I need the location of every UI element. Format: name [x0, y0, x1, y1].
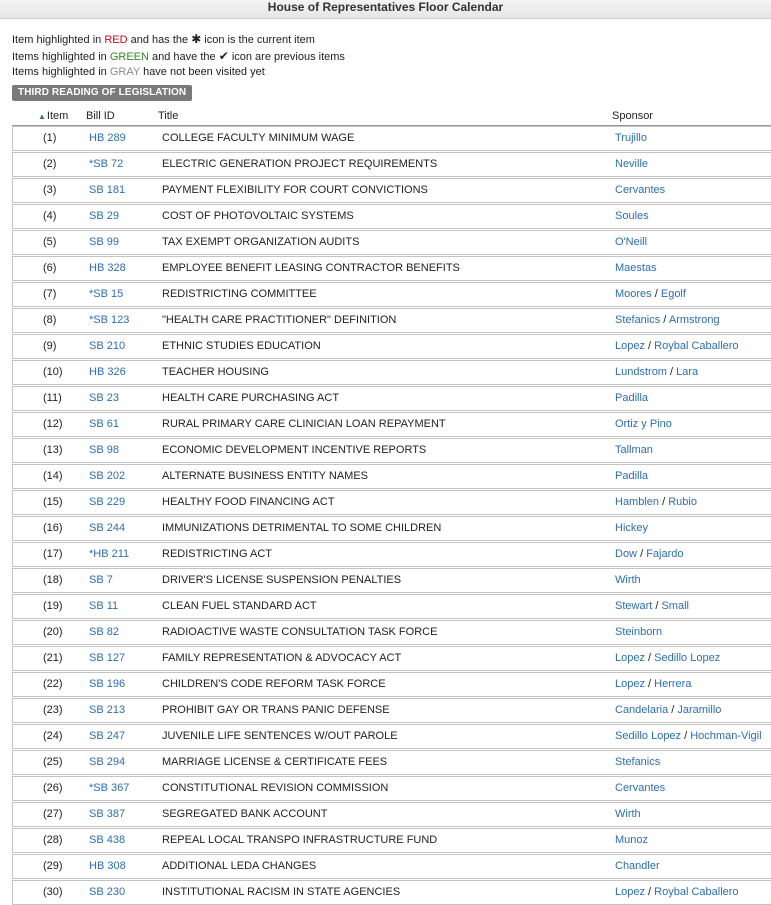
bill-title: INSTITUTIONAL RACISM IN STATE AGENCIES: [162, 886, 401, 898]
table-row[interactable]: [12, 854, 771, 879]
bill-id-link[interactable]: HB 308: [89, 860, 126, 872]
item-number: (13): [43, 444, 63, 456]
bill-title: HEALTHY FOOD FINANCING ACT: [162, 496, 335, 508]
item-number: (2): [43, 158, 57, 170]
sponsor-separator: /: [681, 730, 691, 742]
sponsor-link[interactable]: Wirth: [615, 574, 641, 586]
sponsor-link[interactable]: Steinborn: [615, 626, 663, 638]
bill-id-link[interactable]: SB 438: [89, 834, 126, 846]
sponsor-list: [615, 418, 672, 430]
bill-title: ALTERNATE BUSINESS ENTITY NAMES: [162, 470, 368, 482]
sponsor-list: [615, 834, 648, 846]
bill-id-link[interactable]: SB 229: [89, 496, 126, 508]
bill-id-link[interactable]: SB 244: [89, 522, 126, 534]
sponsor-link[interactable]: Jaramillo: [677, 704, 722, 716]
bill-title: FAMILY REPRESENTATION & ADVOCACY ACT: [162, 652, 402, 664]
table-row[interactable]: [12, 152, 771, 177]
bill-id-link[interactable]: SB 127: [89, 652, 126, 664]
bill-id-link[interactable]: SB 61: [89, 418, 119, 430]
bill-id-link[interactable]: SB 387: [89, 808, 126, 820]
sponsor-list: [615, 210, 649, 222]
sponsor-link[interactable]: Stewart: [615, 600, 653, 612]
bill-title: REDISTRICTING ACT: [162, 548, 273, 560]
column-header-title[interactable]: Title: [158, 110, 179, 122]
item-number: (6): [43, 262, 57, 274]
table-row[interactable]: [12, 438, 771, 463]
sponsor-link[interactable]: Fajardo: [646, 548, 684, 560]
sponsor-link[interactable]: Soules: [615, 210, 649, 222]
table-row[interactable]: [12, 412, 771, 437]
asterisk-icon: ✱: [191, 32, 202, 46]
item-number: (9): [43, 340, 57, 352]
sponsor-list: [615, 574, 641, 586]
bill-id-link[interactable]: SB 181: [89, 184, 126, 196]
sponsor-list: [615, 652, 720, 664]
bill-id-link[interactable]: SB 247: [89, 730, 126, 742]
sponsor-link[interactable]: Cervantes: [615, 184, 666, 196]
item-number: (26): [43, 782, 63, 794]
sponsor-link[interactable]: Stefanics: [615, 756, 661, 768]
sponsor-link[interactable]: Small: [661, 600, 689, 612]
sponsor-list: [615, 782, 665, 794]
sponsor-separator: /: [644, 340, 655, 352]
item-number: (30): [43, 886, 63, 898]
sponsor-link[interactable]: Padilla: [615, 470, 649, 482]
bill-title: TAX EXEMPT ORGANIZATION AUDITS: [162, 236, 360, 248]
table-row[interactable]: [12, 256, 771, 281]
bill-id-link[interactable]: SB 99: [89, 236, 119, 248]
item-number: (24): [43, 730, 63, 742]
bill-title: COST OF PHOTOVOLTAIC SYSTEMS: [162, 210, 354, 222]
bill-title: IMMUNIZATIONS DETRIMENTAL TO SOME CHILDREN: [162, 522, 442, 534]
table-row[interactable]: [12, 490, 771, 515]
item-number: (1): [43, 132, 57, 144]
sponsor-link[interactable]: Lopez: [615, 678, 645, 690]
legend-unvisited: Items highlighted in GRAY have not been visited yet: [12, 66, 265, 78]
bill-id-link[interactable]: HB 326: [89, 366, 126, 378]
sponsor-list: [615, 600, 689, 612]
sponsor-link[interactable]: Lopez: [615, 886, 645, 898]
sponsor-link[interactable]: Ortiz y Pino: [615, 418, 672, 430]
sponsor-list: [615, 704, 721, 716]
table-row[interactable]: [12, 568, 771, 593]
sponsor-link[interactable]: Dow: [615, 548, 638, 560]
sort-ascending-icon: ▲: [38, 112, 46, 121]
bill-id-link[interactable]: SB 23: [89, 392, 119, 404]
column-header-sponsor[interactable]: Sponsor: [612, 110, 653, 122]
sponsor-list: [615, 236, 647, 248]
sponsor-separator: /: [659, 496, 669, 508]
legend: [12, 32, 345, 81]
legend-previous: Items highlighted in GREEN and have the ✔ icon are previous items: [12, 48, 345, 63]
bill-title: ELECTRIC GENERATION PROJECT REQUIREMENTS: [162, 158, 438, 170]
item-number: (18): [43, 574, 63, 586]
sponsor-list: [615, 392, 648, 404]
table-row[interactable]: [12, 776, 771, 801]
sponsor-list: [615, 626, 662, 638]
sponsor-list: [615, 678, 691, 690]
sponsor-link[interactable]: Padilla: [615, 392, 649, 404]
bill-id-link[interactable]: SB 294: [89, 756, 126, 768]
table-row[interactable]: [12, 646, 771, 671]
bill-id-link[interactable]: *SB 367: [89, 782, 130, 794]
table-row[interactable]: [12, 672, 771, 697]
legend-green-word: GREEN: [109, 50, 149, 63]
bill-id-link[interactable]: SB 196: [89, 678, 126, 690]
item-number: (19): [43, 600, 63, 612]
sponsor-link[interactable]: Trujillo: [615, 132, 647, 144]
sponsor-list: [615, 444, 653, 456]
bill-title: PAYMENT FLEXIBILITY FOR COURT CONVICTIONS: [162, 184, 428, 196]
sponsor-link[interactable]: Lara: [676, 366, 699, 378]
item-number: (29): [43, 860, 63, 872]
sponsor-link[interactable]: Tallman: [615, 444, 653, 456]
sponsor-link[interactable]: Roybal Caballero: [654, 886, 739, 898]
bill-title: TEACHER HOUSING: [162, 366, 269, 378]
table-row[interactable]: [12, 724, 771, 749]
sponsor-link[interactable]: Lopez: [615, 340, 645, 352]
sponsor-list: [615, 496, 697, 508]
item-number: (16): [43, 522, 63, 534]
page-title: House of Representatives Floor Calendar: [0, 0, 771, 19]
legend-gray-word: GRAY: [109, 66, 141, 78]
item-number: (25): [43, 756, 63, 768]
sponsor-separator: /: [666, 366, 677, 378]
legend-current: Item highlighted in RED and has the ✱ icon is the current item: [12, 32, 315, 46]
bill-id-link[interactable]: SB 210: [89, 340, 126, 352]
checkmark-icon: ✔: [218, 48, 229, 63]
item-number: (11): [43, 392, 62, 404]
bill-id-link[interactable]: SB 213: [89, 704, 126, 716]
bill-title: CONSTITUTIONAL REVISION COMMISSION: [162, 782, 389, 794]
sponsor-separator: /: [637, 548, 647, 560]
sponsor-link[interactable]: Moores: [615, 288, 652, 300]
sponsor-separator: /: [651, 288, 661, 300]
sponsor-separator: /: [652, 600, 662, 612]
item-number: (10): [43, 366, 63, 378]
bill-title: ADDITIONAL LEDA CHANGES: [162, 860, 317, 872]
table-row[interactable]: [12, 750, 771, 775]
table-row[interactable]: [12, 802, 771, 827]
sponsor-list: [615, 340, 739, 352]
bill-title: HEALTH CARE PURCHASING ACT: [162, 392, 340, 404]
bill-title: ETHNIC STUDIES EDUCATION: [162, 340, 321, 352]
section-label: THIRD READING OF LEGISLATION: [12, 85, 192, 101]
item-number: (4): [43, 210, 57, 222]
sponsor-list: [615, 548, 683, 560]
sponsor-link[interactable]: Chandler: [615, 860, 660, 872]
sponsor-link[interactable]: Rubio: [668, 496, 697, 508]
sponsor-separator: /: [668, 704, 678, 716]
bill-id-link[interactable]: *SB 15: [89, 288, 124, 300]
sponsor-list: [615, 730, 762, 742]
table-row[interactable]: [12, 516, 771, 541]
sponsor-separator: /: [644, 652, 655, 664]
bill-title: COLLEGE FACULTY MINIMUM WAGE: [162, 132, 355, 144]
sponsor-link[interactable]: Herrera: [654, 678, 692, 690]
table-row[interactable]: [12, 464, 771, 489]
sponsor-link[interactable]: Candelaria: [615, 704, 669, 716]
item-number: (27): [43, 808, 63, 820]
bill-id-link[interactable]: SB 29: [89, 210, 119, 222]
bill-title: CLEAN FUEL STANDARD ACT: [162, 600, 317, 612]
sponsor-link[interactable]: Hochman-Vigil: [690, 730, 762, 742]
sponsor-list: [615, 808, 641, 820]
bill-title: ECONOMIC DEVELOPMENT INCENTIVE REPORTS: [162, 444, 427, 456]
item-number: (21): [43, 652, 63, 664]
sponsor-list: [615, 756, 660, 768]
item-number: (15): [43, 496, 63, 508]
sponsor-link[interactable]: Hamblen: [615, 496, 660, 508]
sponsor-list: [615, 262, 657, 274]
table-row[interactable]: [12, 308, 771, 333]
legend-red-word: RED: [104, 34, 128, 46]
sponsor-link[interactable]: Sedillo Lopez: [654, 652, 721, 664]
sponsor-link[interactable]: Wirth: [615, 808, 641, 820]
bill-id-link[interactable]: *HB 211: [89, 548, 130, 560]
item-number: (17): [43, 548, 63, 560]
item-number: (12): [43, 418, 63, 430]
bill-title: MARRIAGE LICENSE & CERTIFICATE FEES: [162, 756, 388, 768]
bill-id-link[interactable]: *SB 123: [89, 314, 130, 326]
bill-id-link[interactable]: SB 230: [89, 886, 126, 898]
sponsor-list: [615, 860, 660, 872]
item-number: (14): [43, 470, 63, 482]
bill-id-link[interactable]: SB 202: [89, 470, 126, 482]
sponsor-link[interactable]: Neville: [615, 158, 649, 170]
sponsor-list: [615, 470, 648, 482]
bill-title: RURAL PRIMARY CARE CLINICIAN LOAN REPAYMENT: [162, 418, 446, 430]
table-row[interactable]: [12, 204, 771, 229]
bill-id-link[interactable]: SB 11: [89, 600, 119, 612]
column-header-item[interactable]: ▲Item: [38, 110, 69, 122]
table-row[interactable]: [12, 334, 771, 359]
bill-id-link[interactable]: SB 98: [89, 444, 119, 456]
item-number: (22): [43, 678, 63, 690]
bill-title: PROHIBIT GAY OR TRANS PANIC DEFENSE: [162, 704, 390, 716]
bill-title: RADIOACTIVE WASTE CONSULTATION TASK FORCE: [162, 626, 438, 638]
sponsor-link[interactable]: Egolf: [660, 288, 686, 300]
sponsor-list: [615, 314, 720, 326]
item-number: (8): [43, 314, 57, 326]
sponsor-separator: /: [660, 314, 669, 326]
table-row[interactable]: [12, 594, 771, 619]
bill-title: REDISTRICTING COMMITTEE: [162, 288, 317, 300]
sponsor-list: [615, 522, 648, 534]
bill-id-link[interactable]: SB 82: [89, 626, 119, 638]
sponsor-separator: /: [644, 678, 655, 690]
table-row[interactable]: [12, 386, 771, 411]
table-row[interactable]: [12, 178, 771, 203]
bill-title: "HEALTH CARE PRACTITIONER" DEFINITION: [162, 314, 397, 326]
bill-id-link[interactable]: HB 328: [89, 262, 126, 274]
sponsor-link[interactable]: Armstrong: [668, 314, 720, 326]
sponsor-link[interactable]: Munoz: [615, 834, 649, 846]
item-number: (7): [43, 288, 57, 300]
sponsor-separator: /: [644, 886, 655, 898]
sponsor-link[interactable]: Roybal Caballero: [654, 340, 739, 352]
bill-title: SEGREGATED BANK ACCOUNT: [162, 808, 328, 820]
bill-title: JUVENILE LIFE SENTENCES W/OUT PAROLE: [162, 730, 398, 742]
table-row[interactable]: [12, 360, 771, 385]
item-number: (3): [43, 184, 57, 196]
item-number: (28): [43, 834, 63, 846]
bill-id-link[interactable]: SB 7: [89, 574, 113, 586]
table-row[interactable]: [12, 828, 771, 853]
table-row[interactable]: [12, 282, 771, 307]
sponsor-link[interactable]: Hickey: [615, 522, 649, 534]
bill-title: EMPLOYEE BENEFIT LEASING CONTRACTOR BENEFITS: [162, 262, 460, 274]
item-number: (23): [43, 704, 63, 716]
item-number: (5): [43, 236, 57, 248]
table-row[interactable]: [12, 230, 771, 255]
sponsor-list: [615, 886, 739, 898]
bill-title: DRIVER'S LICENSE SUSPENSION PENALTIES: [162, 574, 402, 586]
sponsor-list: [615, 132, 647, 144]
table-row[interactable]: [12, 542, 771, 567]
sponsor-list: [615, 288, 686, 300]
table-row[interactable]: [12, 698, 771, 723]
sponsor-link[interactable]: Lopez: [615, 652, 645, 664]
table-row[interactable]: [12, 620, 771, 645]
sponsor-link[interactable]: Stefanics: [615, 314, 661, 326]
bill-id-link[interactable]: *SB 72: [89, 158, 124, 170]
table-row[interactable]: [12, 880, 771, 905]
sponsor-link[interactable]: Cervantes: [615, 782, 666, 794]
item-number: (20): [43, 626, 63, 638]
bill-title: CHILDREN'S CODE REFORM TASK FORCE: [162, 678, 386, 690]
sponsor-list: [615, 366, 698, 378]
sponsor-link[interactable]: Maestas: [615, 262, 657, 274]
sponsor-list: [615, 184, 665, 196]
sponsor-link[interactable]: Sedillo Lopez: [615, 730, 682, 742]
table-row[interactable]: [12, 126, 771, 151]
sponsor-list: [615, 158, 648, 170]
column-header-bill-id[interactable]: Bill ID: [86, 110, 115, 122]
bill-title: REPEAL LOCAL TRANSPO INFRASTRUCTURE FUND: [162, 834, 438, 846]
calendar-table: [12, 125, 771, 905]
bill-id-link[interactable]: HB 289: [89, 132, 126, 144]
sponsor-link[interactable]: O'Neill: [615, 236, 648, 248]
sponsor-link[interactable]: Lundstrom: [615, 366, 667, 378]
